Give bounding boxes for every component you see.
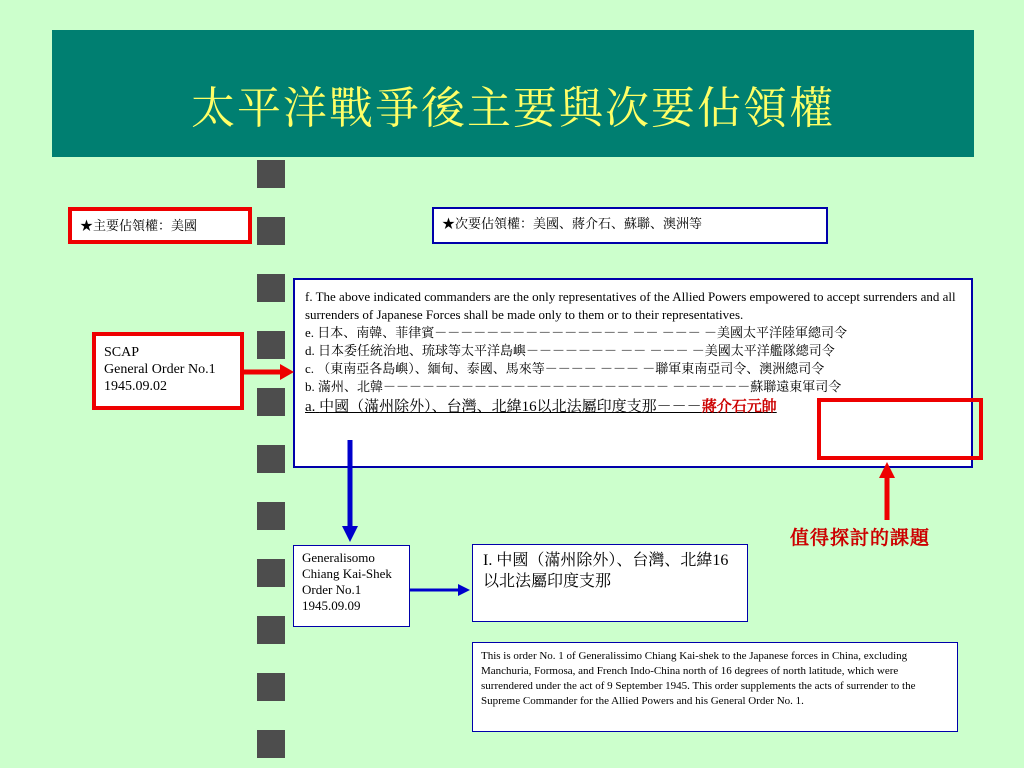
secondary-occupation-box: ★次要佔領權：美國、蔣介石、蘇聯、澳洲等 bbox=[432, 207, 828, 244]
scap-line: 1945.09.02 bbox=[104, 379, 167, 394]
order-row-b: b. 滿州、北韓－－－－－－－－－－－－－－－－－－－－－－ －－－－－－蘇聯遠東軍司令 bbox=[305, 379, 842, 394]
scap-line: SCAP bbox=[104, 345, 140, 360]
order-row-a-commander: 蔣介石元帥 bbox=[701, 399, 777, 415]
order-row-c: c. （東南亞各島嶼）、緬甸、泰國、馬來等－－－－ －－－ －聯軍東南亞司令、澳洲總司令 bbox=[305, 361, 825, 376]
issue-arrowhead bbox=[879, 462, 895, 478]
primary-occupation-box: ★主要佔領權：美國 bbox=[68, 207, 252, 244]
generalissimo-line: Generalisomo bbox=[302, 550, 375, 565]
order-description-box: This is order No. 1 of Generalissimo Chiang Kai-shek to the Japanese forces in China, excluding Manchuria, Formosa, and French Indo-China north of 16 degrees of north latitude, which were surrendered under the act of 9 September 1945. This order supplements the acts of surrender to the Supreme Commander for the Allied Powers and his General Order No. 1. bbox=[472, 642, 958, 732]
order-english-text: f. The above indicated commanders are the only representatives of the Allied Powers empowered to accept surrenders and all surrenders of Japanese Forces shall be made only to them or to their representatives. bbox=[305, 289, 956, 322]
scap-arrowhead bbox=[280, 364, 294, 380]
order-row-a-prefix: a. bbox=[305, 399, 316, 415]
scap-line: General Order No.1 bbox=[104, 362, 216, 377]
slide-title: 太平洋戰爭後主要與次要佔領權 bbox=[191, 83, 835, 134]
order-row-e: e. 日本、南韓、菲律賓－－－－－－－－－－－－－－－ －－ －－－ －美國太平洋陸軍總司令 bbox=[305, 325, 848, 340]
order-row-a-text: 中國（滿州除外）、台灣、北緯16以北法屬印度支那－－－ bbox=[319, 399, 702, 415]
order-row-d: d. 日本委任統治地、琉球等太平洋島嶼－－－－－－－ －－ －－－ －美國太平洋艦隊總司令 bbox=[305, 343, 835, 358]
chiang-order-box: I. 中國（滿州除外）、台灣、北緯16以北法屬印度支那 bbox=[472, 544, 748, 622]
down-arrowhead bbox=[342, 526, 358, 542]
right-arrowhead bbox=[458, 584, 470, 596]
generalissimo-line: 1945.09.09 bbox=[302, 598, 361, 613]
generalissimo-line: Chiang Kai-Shek bbox=[302, 566, 392, 581]
generalissimo-line: Order No.1 bbox=[302, 582, 362, 597]
issue-label: 值得探討的課題 bbox=[790, 528, 931, 549]
